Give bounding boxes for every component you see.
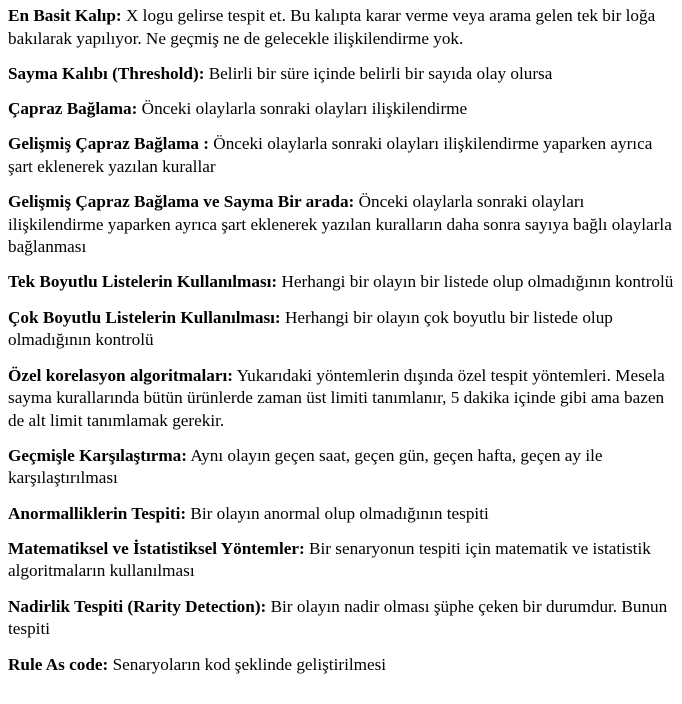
entry-term: Nadirlik Tespiti (Rarity Detection): (8, 596, 267, 616)
entry-term: Geçmişle Karşılaştırma: (8, 445, 187, 465)
entry-tek-boyutlu-listeler (8, 271, 676, 294)
entry-description: Herhangi bir olayın bir listede olup olmadığının kontrolü (277, 272, 674, 292)
entry-nadirlik-tespiti (8, 596, 676, 641)
entry-term: Çapraz Bağlama: (8, 99, 138, 119)
entry-description: Aynı olayın geçen saat, geçen gün, geçen hafta, geçen ay ile karşılaştırılması (8, 445, 603, 488)
entry-description: Belirli bir süre içinde belirli bir sayıda olay olursa (204, 63, 553, 83)
entry-sayma-kalibi (8, 63, 676, 86)
entry-term: Gelişmiş Çapraz Bağlama : (8, 134, 209, 154)
entry-capraz-baglama (8, 98, 676, 121)
entry-description: Bir olayın anormal olup olmadığının tespiti (186, 503, 489, 523)
entry-term: Gelişmiş Çapraz Bağlama ve Sayma Bir arada: (8, 192, 355, 212)
entry-description: X logu gelirse tespit et. Bu kalıpta karar verme veya arama gelen tek bir loğa bakılarak yapılıyor. Ne geçmiş ne de gelecekle ilişkilendirme yok. (8, 6, 656, 48)
entry-term: Çok Boyutlu Listelerin Kullanılması: (8, 307, 281, 327)
entry-description: Önceki olaylarla sonraki olayları ilişkilendirme yaparken ayrıca şart eklenerek yazılan kurallar (8, 134, 653, 176)
entry-term: Anormalliklerin Tespiti: (8, 503, 187, 523)
entry-cok-boyutlu-listeler (8, 307, 676, 352)
entry-term: Matematiksel ve İstatistiksel Yöntemler: (8, 538, 305, 558)
entry-description: Yukarıdaki yöntemlerin dışında özel tespit yöntemleri. Mesela sayma kurallarında bütün ürünlerde zaman üst limiti tanımlanır, 5 dakika içinde gibi ama bazen de alt limit tanımlamak gerekir. (8, 365, 665, 430)
entry-matematiksel-yontemler (8, 538, 676, 583)
entry-term: En Basit Kalıp: (8, 6, 122, 25)
entry-description: Bir olayın nadir olması şüphe çeken bir durumdur. Bunun tespiti (8, 596, 668, 639)
entry-description: Önceki olaylarla sonraki olayları ilişkilendirme (137, 99, 468, 119)
entry-capraz-baglama-ve-sayma (8, 191, 676, 259)
entry-gelismis-capraz-baglama (8, 133, 676, 178)
entry-en-basit-kalip (8, 5, 676, 50)
entry-description: Senaryoların kod şeklinde geliştirilmesi (108, 654, 387, 674)
entry-description: Bir senaryonun tespiti için matematik ve istatistik algoritmaların kullanılması (8, 538, 651, 581)
entry-term: Rule As code: (8, 654, 109, 674)
entry-term: Tek Boyutlu Listelerin Kullanılması: (8, 272, 278, 292)
entry-term: Özel korelasyon algoritmaları: (8, 365, 233, 385)
entry-anormallik-tespiti (8, 503, 676, 526)
entry-description: Herhangi bir olayın çok boyutlu bir listede olup olmadığının kontrolü (8, 307, 613, 350)
entry-ozel-korelasyon (8, 365, 676, 433)
entry-gecmisle-karsilastirma (8, 445, 676, 490)
entry-rule-as-code (8, 654, 676, 677)
entry-term: Sayma Kalıbı (Threshold): (8, 63, 205, 83)
entry-description: Önceki olaylarla sonraki olayları ilişkilendirme yaparken ayrıca şart eklenerek yazılan kuralların daha sonra sayıya bağlı olaylarla bağlanması (8, 192, 672, 257)
